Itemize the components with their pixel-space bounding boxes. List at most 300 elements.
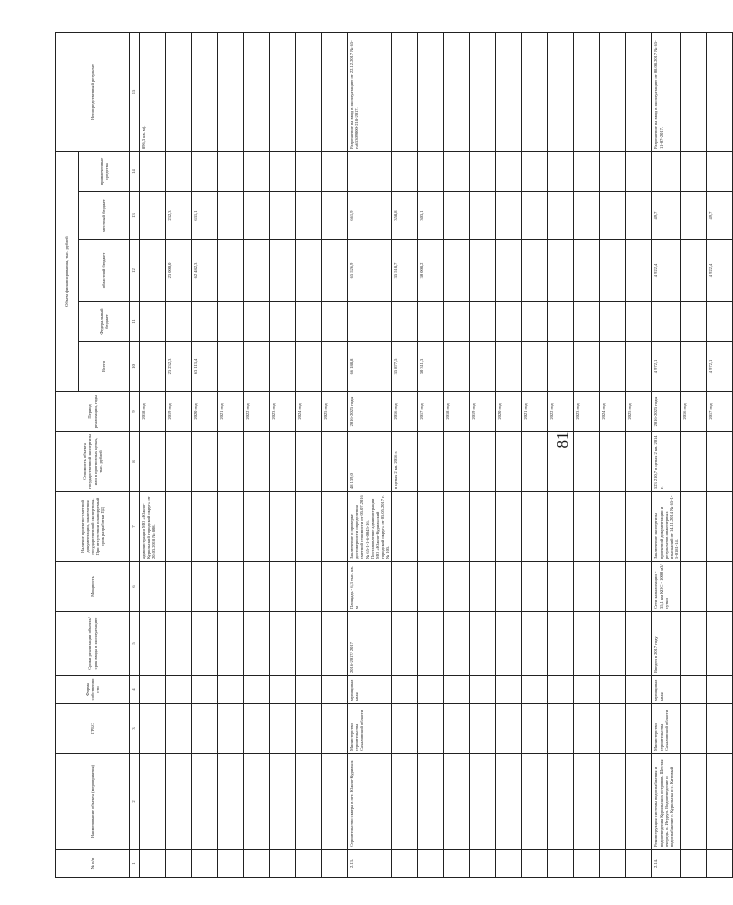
table-body [140, 32, 733, 877]
cell-cost [218, 432, 244, 492]
header-financing: Объем финансирования, тыс. рублей [56, 151, 79, 391]
cell-attracted [270, 151, 296, 191]
cell-result [470, 32, 496, 151]
cell-grbs [218, 704, 244, 754]
cell-total [496, 342, 522, 392]
cell-federal [166, 302, 192, 342]
cell-cost [270, 432, 296, 492]
cell-period: 2022 год [548, 392, 574, 432]
header-grbs: ГРБС [56, 704, 130, 754]
cell-result: 896,3 кв. м). [140, 32, 166, 151]
cell-period: 2020 год [192, 392, 218, 432]
cell-documentation [574, 492, 600, 562]
cell-documentation [707, 492, 733, 562]
header-capacity: Мощность [56, 562, 130, 612]
table-row [244, 32, 270, 877]
cell-timeline [140, 612, 166, 676]
cell-federal [244, 302, 270, 342]
cell-number [418, 850, 444, 878]
cell-result: Разрешение на ввод в эксплуатацию от 08.08.2017 № 65-11-07-2017. [652, 32, 681, 151]
cell-capacity [166, 562, 192, 612]
table-row [496, 32, 522, 877]
cell-object-name [296, 754, 322, 850]
cell-documentation [496, 492, 522, 562]
cell-cost [496, 432, 522, 492]
cell-period: 2025 год [626, 392, 652, 432]
cell-ownership [548, 676, 574, 704]
cell-timeline [626, 612, 652, 676]
cell-local: 49,7 [707, 192, 733, 240]
cell-ownership [418, 676, 444, 704]
cell-capacity [270, 562, 296, 612]
cell-result [322, 32, 348, 151]
cell-grbs [681, 704, 707, 754]
table-row [470, 32, 496, 877]
cell-local [244, 192, 270, 240]
cell-federal [392, 302, 418, 342]
cell-timeline [166, 612, 192, 676]
cell-documentation [548, 492, 574, 562]
cell-result [166, 32, 192, 151]
cell-attracted [681, 151, 707, 191]
cell-federal [496, 302, 522, 342]
cell-object-name [140, 754, 166, 850]
cell-result [496, 32, 522, 151]
cell-period: 2019 год [470, 392, 496, 432]
cell-object-name [470, 754, 496, 850]
header-federal: Федеральный бюджет [79, 302, 130, 342]
cell-timeline [496, 612, 522, 676]
cell-regional [470, 240, 496, 302]
cell-total [574, 342, 600, 392]
cell-number [522, 850, 548, 878]
cell-timeline [192, 612, 218, 676]
cell-federal [626, 302, 652, 342]
cell-timeline [270, 612, 296, 676]
cell-cost: в ценах 2 кв. 2016 г. [392, 432, 418, 492]
cell-documentation [392, 492, 418, 562]
cell-grbs [322, 704, 348, 754]
cell-result [392, 32, 418, 151]
cell-grbs [496, 704, 522, 754]
cell-federal [140, 302, 166, 342]
cell-total [322, 342, 348, 392]
cell-object-name [626, 754, 652, 850]
cell-total: 63 113,4 [192, 342, 218, 392]
table-row [218, 32, 244, 877]
cell-ownership [574, 676, 600, 704]
cell-federal [522, 302, 548, 342]
cell-documentation [218, 492, 244, 562]
cell-attracted [496, 151, 522, 191]
cell-ownership: муниципальная [652, 676, 681, 704]
cell-capacity: Сети канализации - 35,1 км КОС - 1000 м3/сутки [652, 562, 681, 612]
table-row [322, 32, 348, 877]
cell-period: 2016-2025 годы [348, 392, 392, 432]
table-row [626, 32, 652, 877]
table-row [140, 32, 166, 877]
cell-federal [681, 302, 707, 342]
table-row [392, 32, 418, 877]
cell-regional [444, 240, 470, 302]
cell-object-name [166, 754, 192, 850]
cell-ownership [600, 676, 626, 704]
cell-timeline [392, 612, 418, 676]
col-number: 3 [130, 704, 140, 754]
cell-documentation [322, 492, 348, 562]
cell-federal [218, 302, 244, 342]
cell-cost [522, 432, 548, 492]
cell-ownership [218, 676, 244, 704]
cell-grbs [244, 704, 270, 754]
cell-grbs [296, 704, 322, 754]
cell-local [322, 192, 348, 240]
table-row [166, 32, 192, 877]
cell-object-name [496, 754, 522, 850]
cell-number [707, 850, 733, 878]
cell-total [626, 342, 652, 392]
cell-period: 2025 год [322, 392, 348, 432]
cell-cost [707, 432, 733, 492]
cell-period: 2023 год [574, 392, 600, 432]
cell-attracted [444, 151, 470, 191]
cell-grbs [470, 704, 496, 754]
cell-number [444, 850, 470, 878]
cell-federal [600, 302, 626, 342]
col-number: 13 [130, 192, 140, 240]
col-number: 5 [130, 612, 140, 676]
cell-local [681, 192, 707, 240]
cell-timeline [707, 612, 733, 676]
cell-number [470, 850, 496, 878]
cell-federal [548, 302, 574, 342]
cell-cost [600, 432, 626, 492]
cell-period: 2020 год [496, 392, 522, 432]
table-row [548, 32, 574, 877]
header-documentation: Наличие проектно-сметной документации, заключения государственной экспертизы. При отсутствии планируемый срок разработки ПД [56, 492, 130, 562]
cell-local [574, 192, 600, 240]
col-number: 9 [130, 392, 140, 432]
cell-timeline [218, 612, 244, 676]
cell-attracted [166, 151, 192, 191]
cell-period: 2022 год [244, 392, 270, 432]
cell-documentation [522, 492, 548, 562]
cell-grbs [166, 704, 192, 754]
cell-local [296, 192, 322, 240]
cell-capacity [548, 562, 574, 612]
cell-grbs [707, 704, 733, 754]
header-regional: областной бюджет [79, 240, 130, 302]
cell-attracted [652, 151, 681, 191]
cell-cost [681, 432, 707, 492]
cell-documentation [681, 492, 707, 562]
table-row [574, 32, 600, 877]
cell-number [166, 850, 192, 878]
cell-object-name [418, 754, 444, 850]
cell-number [574, 850, 600, 878]
header-local: местный бюджет [79, 192, 130, 240]
table-row [418, 32, 444, 877]
cell-grbs [270, 704, 296, 754]
cell-timeline [600, 612, 626, 676]
cell-result: Разрешение на ввод в эксплуатацию от 22.12.2017 № 65-ru65309000-218-2017. [348, 32, 392, 151]
header-total: Всего [79, 342, 130, 392]
table-row [707, 32, 733, 877]
header-number: № п/п [56, 850, 130, 878]
cell-result [600, 32, 626, 151]
cell-grbs: Министерство строительства Сахалинской области [348, 704, 392, 754]
col-number: 8 [130, 432, 140, 492]
cell-capacity [470, 562, 496, 612]
table-row [600, 32, 626, 877]
cell-federal [192, 302, 218, 342]
cell-object-name: Реконструкция системы водоснабжения и водоотведения Курильских островов. Шестая очередь. о. Итуруп. Водоотведение и водоснабжение г. Курильска и с. Китовый [652, 754, 681, 850]
cell-grbs [600, 704, 626, 754]
cell-ownership [322, 676, 348, 704]
cell-regional [600, 240, 626, 302]
cell-attracted [296, 151, 322, 191]
cell-timeline: 2016-2017/ 2017 [348, 612, 392, 676]
cell-number [140, 850, 166, 878]
cell-regional [296, 240, 322, 302]
cell-capacity [392, 562, 418, 612]
cell-documentation [296, 492, 322, 562]
col-number: 14 [130, 151, 140, 191]
cell-number [626, 850, 652, 878]
cell-total [244, 342, 270, 392]
cell-capacity [444, 562, 470, 612]
cell-object-name [192, 754, 218, 850]
cell-federal [322, 302, 348, 342]
cell-cost [626, 432, 652, 492]
page-number: 81 [553, 431, 572, 449]
cell-object-name [392, 754, 418, 850]
cell-attracted [392, 151, 418, 191]
header-ownership: Форма собственности [56, 676, 130, 704]
header-result: Непосредственный результат [56, 32, 130, 151]
cell-capacity [681, 562, 707, 612]
cell-object-name [522, 754, 548, 850]
cell-object-name [270, 754, 296, 850]
cell-result [192, 32, 218, 151]
cell-ownership [166, 676, 192, 704]
cell-ownership: муниципальная [348, 676, 392, 704]
cell-capacity [600, 562, 626, 612]
cell-object-name [322, 754, 348, 850]
cell-total [548, 342, 574, 392]
cell-timeline [444, 612, 470, 676]
cell-total: 66 188,8 [348, 342, 392, 392]
header-period: Период реализации, годы [56, 392, 130, 432]
cell-timeline [296, 612, 322, 676]
cell-object-name [244, 754, 270, 850]
cell-federal [296, 302, 322, 342]
cell-regional: 23 000,0 [166, 240, 192, 302]
cell-grbs [444, 704, 470, 754]
cell-regional: 65 526,9 [348, 240, 392, 302]
cell-grbs [392, 704, 418, 754]
cell-number [681, 850, 707, 878]
cell-timeline [574, 612, 600, 676]
cell-capacity [244, 562, 270, 612]
cell-object-name [681, 754, 707, 850]
cell-federal [470, 302, 496, 342]
cell-documentation [600, 492, 626, 562]
cell-cost [296, 432, 322, 492]
cell-attracted [192, 151, 218, 191]
cell-capacity [140, 562, 166, 612]
cell-local: 358,8 [392, 192, 418, 240]
col-number: 4 [130, 676, 140, 704]
cell-ownership [470, 676, 496, 704]
cell-timeline [244, 612, 270, 676]
col-number: 2 [130, 754, 140, 850]
cell-total: 4 972,1 [652, 342, 681, 392]
cell-ownership [270, 676, 296, 704]
cell-attracted [522, 151, 548, 191]
cell-object-name: Строительство сквера в пгт. Южно-Курильск [348, 754, 392, 850]
cell-documentation [244, 492, 270, 562]
cell-number [296, 850, 322, 878]
cell-period: 2018 год [444, 392, 470, 432]
cell-period: 2019 год [166, 392, 192, 432]
cell-total [296, 342, 322, 392]
cell-ownership [707, 676, 733, 704]
cell-grbs [522, 704, 548, 754]
cell-period: 2016-2025 годы [652, 392, 681, 432]
cell-federal [652, 302, 681, 342]
cell-total [444, 342, 470, 392]
cell-local: 303,1 [418, 192, 444, 240]
cell-result [218, 32, 244, 151]
cell-total [140, 342, 166, 392]
cell-local [600, 192, 626, 240]
cell-attracted [574, 151, 600, 191]
cell-total [681, 342, 707, 392]
cell-regional [244, 240, 270, 302]
col-number: 6 [130, 562, 140, 612]
cell-federal [270, 302, 296, 342]
cell-ownership [192, 676, 218, 704]
cell-number: 2.14. [652, 850, 681, 878]
cell-attracted [470, 151, 496, 191]
cell-object-name [218, 754, 244, 850]
col-number: 11 [130, 302, 140, 342]
cell-capacity [322, 562, 348, 612]
table-row [192, 32, 218, 877]
cell-capacity [496, 562, 522, 612]
cell-documentation [418, 492, 444, 562]
cell-result [418, 32, 444, 151]
cell-period: 2017 год [418, 392, 444, 432]
cell-federal [418, 302, 444, 342]
cell-regional: 62 482,3 [192, 240, 218, 302]
cell-regional [140, 240, 166, 302]
header-attracted: привлеченные средства [79, 151, 130, 191]
cell-period: 2016 год [681, 392, 707, 432]
cell-capacity [296, 562, 322, 612]
cell-cost [418, 432, 444, 492]
cell-timeline [522, 612, 548, 676]
cell-grbs: Министерство строительства Сахалинской области [652, 704, 681, 754]
cell-cost [470, 432, 496, 492]
header-object-name: Наименование объекта (мероприятия) [56, 754, 130, 850]
cell-period: 2024 год [296, 392, 322, 432]
cell-regional [218, 240, 244, 302]
cell-attracted [548, 151, 574, 191]
col-number: 10 [130, 342, 140, 392]
cell-attracted [140, 151, 166, 191]
cell-total: 30 311,3 [418, 342, 444, 392]
cell-cost [192, 432, 218, 492]
cell-ownership [626, 676, 652, 704]
cell-attracted [626, 151, 652, 191]
cell-local [522, 192, 548, 240]
cell-grbs [548, 704, 574, 754]
cell-timeline [681, 612, 707, 676]
cell-period: 2023 год [270, 392, 296, 432]
cell-regional: 4 922,4 [652, 240, 681, 302]
financing-table [55, 32, 733, 878]
cell-grbs [192, 704, 218, 754]
cell-period: 2017 год [707, 392, 733, 432]
col-number: 15 [130, 32, 140, 151]
cell-total: 23 232,3 [166, 342, 192, 392]
cell-regional [322, 240, 348, 302]
table-row [652, 32, 681, 877]
cell-cost [548, 432, 574, 492]
cell-grbs [140, 704, 166, 754]
cell-attracted [322, 151, 348, 191]
cell-result [548, 32, 574, 151]
cell-documentation: Заключение экспертизы проектной документации и результатов инженерных изысканий от 14.11.2014 № 65-1-5-0181-14. [652, 492, 681, 562]
cell-local: 631,1 [192, 192, 218, 240]
cell-object-name [600, 754, 626, 850]
cell-regional [626, 240, 652, 302]
cell-local [270, 192, 296, 240]
cell-timeline [418, 612, 444, 676]
cell-grbs [418, 704, 444, 754]
cell-regional: 35 518,7 [392, 240, 418, 302]
cell-timeline [322, 612, 348, 676]
cell-result [444, 32, 470, 151]
cell-capacity [626, 562, 652, 612]
cell-period: 2021 год [522, 392, 548, 432]
cell-number [392, 850, 418, 878]
col-number: 7 [130, 492, 140, 562]
cell-ownership [296, 676, 322, 704]
cell-timeline [470, 612, 496, 676]
cell-cost: 523 210,7 в ценах 2 кв. 2014 г. [652, 432, 681, 492]
cell-local: 49,7 [652, 192, 681, 240]
cell-result [296, 32, 322, 151]
rotated-table-container [55, 33, 714, 878]
cell-capacity [574, 562, 600, 612]
cell-period: 2021 год [218, 392, 244, 432]
cell-documentation [470, 492, 496, 562]
cell-attracted [707, 151, 733, 191]
cell-capacity [218, 562, 244, 612]
cell-cost [574, 432, 600, 492]
header-cost: Стоимость объекта государственной экспертизы или в прогнозных ценах, тыс. рублей [56, 432, 130, 492]
cell-federal [707, 302, 733, 342]
cell-local: 232,3 [166, 192, 192, 240]
cell-period: 2018 год [140, 392, 166, 432]
cell-ownership [496, 676, 522, 704]
cell-ownership [522, 676, 548, 704]
cell-result [626, 32, 652, 151]
table-row [296, 32, 322, 877]
